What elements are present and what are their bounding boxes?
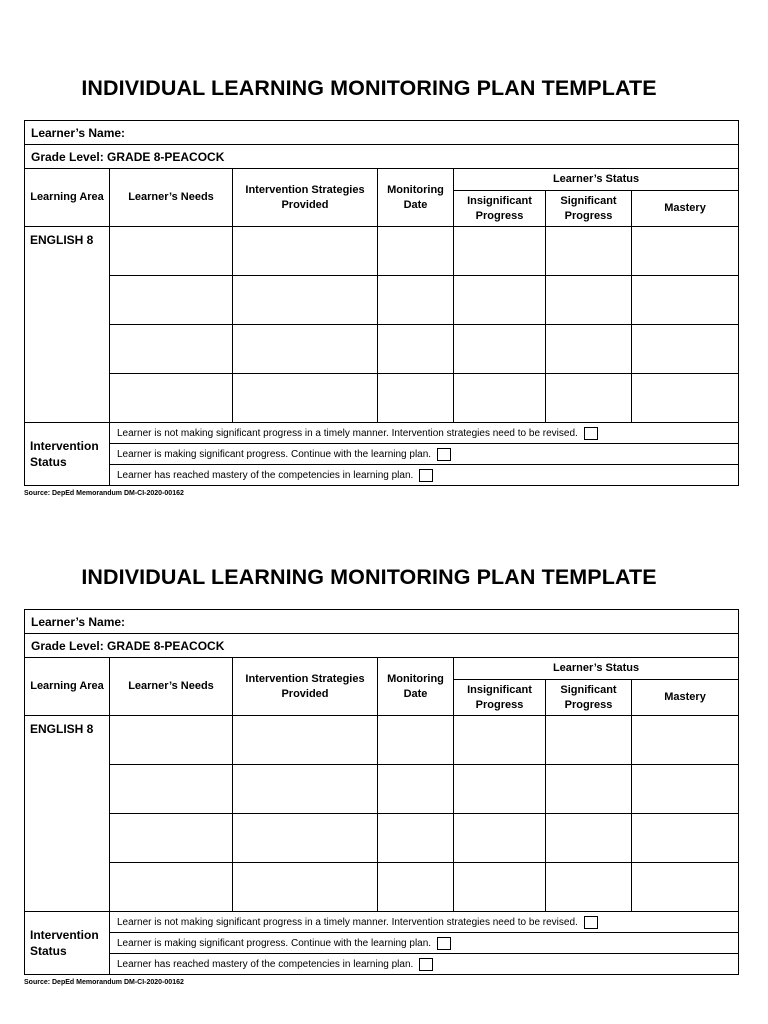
strategies-cell[interactable] — [233, 227, 378, 276]
status-checkbox[interactable] — [437, 937, 451, 950]
needs-cell[interactable] — [110, 325, 233, 374]
header-monitoring-date: Monitoring Date — [378, 169, 454, 227]
status-option-text: Learner is making significant progress. Continue with the learning plan. — [117, 937, 432, 949]
significant-cell[interactable] — [546, 765, 632, 814]
mastery-cell[interactable] — [632, 325, 739, 374]
status-checkbox[interactable] — [419, 469, 433, 482]
status-option-text: Learner has reached mastery of the competencies in learning plan. — [117, 958, 414, 970]
significant-cell[interactable] — [546, 374, 632, 423]
strategies-cell[interactable] — [233, 863, 378, 912]
status-option-row — [110, 444, 739, 465]
header-mastery: Mastery — [632, 680, 739, 716]
significant-cell[interactable] — [546, 716, 632, 765]
status-option-text: Learner is not making significant progress in a timely manner. Intervention strategies need to be revised. — [117, 427, 578, 439]
monitoring-plan-table — [24, 609, 739, 975]
mastery-cell[interactable] — [632, 814, 739, 863]
insignificant-cell[interactable] — [454, 325, 546, 374]
status-option-text: Learner is making significant progress. Continue with the learning plan. — [117, 448, 432, 460]
monitoring-plan-table — [24, 120, 739, 486]
status-checkbox[interactable] — [437, 448, 451, 461]
source-note: Source: DepEd Memorandum DM-CI-2020-00162 — [24, 490, 184, 497]
header-insignificant-progress: Insignificant Progress — [454, 680, 546, 716]
learning-area-value: ENGLISH 8 — [25, 716, 110, 912]
date-cell[interactable] — [378, 276, 454, 325]
header-learners-status: Learner’s Status — [454, 658, 739, 680]
insignificant-cell[interactable] — [454, 863, 546, 912]
date-cell[interactable] — [378, 716, 454, 765]
header-intervention-strategies: Intervention Strategies Provided — [233, 658, 378, 716]
form-title: INDIVIDUAL LEARNING MONITORING PLAN TEMPLATE — [81, 565, 657, 589]
needs-cell[interactable] — [110, 716, 233, 765]
grade-level-field[interactable]: Grade Level: GRADE 8-PEACOCK — [25, 634, 739, 658]
header-intervention-strategies: Intervention Strategies Provided — [233, 169, 378, 227]
status-checkbox[interactable] — [584, 916, 598, 929]
needs-cell[interactable] — [110, 814, 233, 863]
mastery-cell[interactable] — [632, 227, 739, 276]
status-option-row — [110, 465, 739, 486]
status-option-text: Learner is not making significant progress in a timely manner. Intervention strategies need to be revised. — [117, 916, 578, 928]
mastery-cell[interactable] — [632, 863, 739, 912]
header-insignificant-progress: Insignificant Progress — [454, 191, 546, 227]
date-cell[interactable] — [378, 374, 454, 423]
strategies-cell[interactable] — [233, 276, 378, 325]
mastery-cell[interactable] — [632, 374, 739, 423]
learner-name-field[interactable]: Learner’s Name: — [25, 121, 739, 145]
intervention-status-label: Intervention Status — [25, 423, 110, 486]
intervention-status-label: Intervention Status — [25, 912, 110, 975]
date-cell[interactable] — [378, 814, 454, 863]
strategies-cell[interactable] — [233, 765, 378, 814]
monitoring-plan-form-2 — [0, 489, 768, 989]
significant-cell[interactable] — [546, 276, 632, 325]
status-checkbox[interactable] — [584, 427, 598, 440]
strategies-cell[interactable] — [233, 325, 378, 374]
status-option-row — [110, 933, 739, 954]
header-learning-area: Learning Area — [25, 658, 110, 716]
significant-cell[interactable] — [546, 325, 632, 374]
header-learning-area: Learning Area — [25, 169, 110, 227]
status-option-text: Learner has reached mastery of the competencies in learning plan. — [117, 469, 414, 481]
mastery-cell[interactable] — [632, 716, 739, 765]
source-note: Source: DepEd Memorandum DM-CI-2020-00162 — [24, 979, 184, 986]
insignificant-cell[interactable] — [454, 227, 546, 276]
insignificant-cell[interactable] — [454, 276, 546, 325]
needs-cell[interactable] — [110, 374, 233, 423]
header-learners-needs: Learner’s Needs — [110, 658, 233, 716]
status-checkbox[interactable] — [419, 958, 433, 971]
header-mastery: Mastery — [632, 191, 739, 227]
date-cell[interactable] — [378, 765, 454, 814]
mastery-cell[interactable] — [632, 765, 739, 814]
insignificant-cell[interactable] — [454, 374, 546, 423]
strategies-cell[interactable] — [233, 716, 378, 765]
form-title: INDIVIDUAL LEARNING MONITORING PLAN TEMPLATE — [81, 76, 657, 100]
header-monitoring-date: Monitoring Date — [378, 658, 454, 716]
strategies-cell[interactable] — [233, 814, 378, 863]
needs-cell[interactable] — [110, 227, 233, 276]
date-cell[interactable] — [378, 227, 454, 276]
monitoring-plan-form-1 — [0, 0, 768, 500]
needs-cell[interactable] — [110, 863, 233, 912]
needs-cell[interactable] — [110, 765, 233, 814]
status-option-row — [110, 954, 739, 975]
significant-cell[interactable] — [546, 227, 632, 276]
strategies-cell[interactable] — [233, 374, 378, 423]
needs-cell[interactable] — [110, 276, 233, 325]
date-cell[interactable] — [378, 863, 454, 912]
header-significant-progress: Significant Progress — [546, 680, 632, 716]
date-cell[interactable] — [378, 325, 454, 374]
insignificant-cell[interactable] — [454, 814, 546, 863]
significant-cell[interactable] — [546, 814, 632, 863]
header-significant-progress: Significant Progress — [546, 191, 632, 227]
status-option-row — [110, 423, 739, 444]
status-option-row — [110, 912, 739, 933]
grade-level-field[interactable]: Grade Level: GRADE 8-PEACOCK — [25, 145, 739, 169]
significant-cell[interactable] — [546, 863, 632, 912]
learner-name-field[interactable]: Learner’s Name: — [25, 610, 739, 634]
header-learners-status: Learner’s Status — [454, 169, 739, 191]
insignificant-cell[interactable] — [454, 765, 546, 814]
learning-area-value: ENGLISH 8 — [25, 227, 110, 423]
insignificant-cell[interactable] — [454, 716, 546, 765]
mastery-cell[interactable] — [632, 276, 739, 325]
header-learners-needs: Learner’s Needs — [110, 169, 233, 227]
